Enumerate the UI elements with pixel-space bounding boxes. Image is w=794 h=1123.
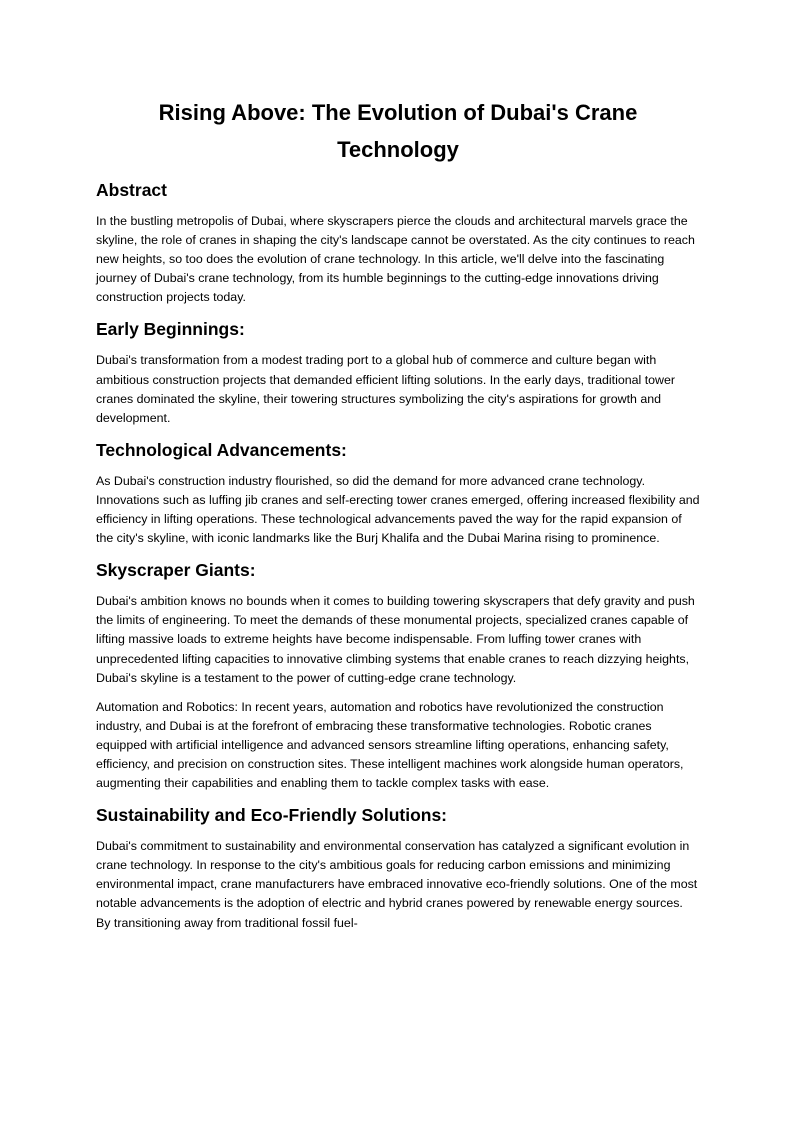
paragraph: Dubai's commitment to sustainability and environmental conservation has catalyzed a significant evolution in crane technology. In response to the city's ambitious goals for reducing carbon emissions and minimizing environmental impact, crane manufacturers have embraced innovative eco-friendly solutions. One of the most notable advancements is the adoption of electric and hybrid cranes powered by renewable energy sources. By transitioning away from traditional fossil fuel- [96,839,698,930]
section-abstract [96,178,700,307]
section-heading: Early Beginnings: [96,319,245,340]
section-heading: Technological Advancements: [96,439,347,460]
section-heading: Abstract [96,180,167,200]
paragraph: As Dubai's construction industry flourished, so did the demand for more advanced crane technology. Innovations such as luffing jib cranes and self-erecting tower cranes emerged, offering increased flexibility and efficiency in lifting operations. These technological advancements paved the way for the rapid expansion of the city's skyline, with iconic landmarks like the Burj Khalifa and the Dubai Marina rising to prominence. [96,473,700,546]
document-title: Rising Above: The Evolution of Dubai's Crane Technology [158,100,638,162]
section-heading: Skyscraper Giants: [96,560,256,581]
section-skyscraper-giants [96,558,700,793]
paragraph: Dubai's transformation from a modest trading port to a global hub of commerce and culture began with ambitious construction projects that demanded efficient lifting solutions. In the early days, traditional tower cranes dominated the skyline, their towering structures symbolizing the city's aspirations for growth and development. [96,353,676,425]
document-page [96,94,700,943]
paragraph: In the bustling metropolis of Dubai, where skyscrapers pierce the clouds and architectural marvels grace the skyline, the role of cranes in shaping the city's landscape cannot be overstated. As the city continues to reach new heights, so too does the evolution of crane technology. In this article, we'll delve into the fascinating journey of Dubai's crane technology, from its humble beginnings to the cutting-edge innovations driving construction projects today. [96,214,695,305]
paragraph: Dubai's ambition knows no bounds when it comes to building towering skyscrapers that defy gravity and push the limits of engineering. To meet the demands of these monumental projects, specialized cranes capable of lifting massive loads to extreme heights have become indispensable. From luffing tower cranes with unprecedented lifting capacities to innovative climbing systems that enable cranes to reach dizzying heights, Dubai's skyline is a testament to the power of cutting-edge crane technology. [96,594,695,685]
section-early-beginnings [96,317,700,427]
section-technological-advancements [96,438,700,548]
paragraph: Automation and Robotics: In recent years, automation and robotics have revolutionized the construction industry, and Dubai is at the forefront of embracing these transformative technologies. Robotic cranes equipped with artificial intelligence and advanced sensors streamline lifting operations, enhancing safety, efficiency, and precision on construction sites. These intelligent machines work alongside human operators, augmenting their capabilities and enabling them to tackle complex tasks with ease. [96,699,684,791]
section-sustainability [96,803,700,932]
section-heading: Sustainability and Eco-Friendly Solutions: [96,805,448,826]
